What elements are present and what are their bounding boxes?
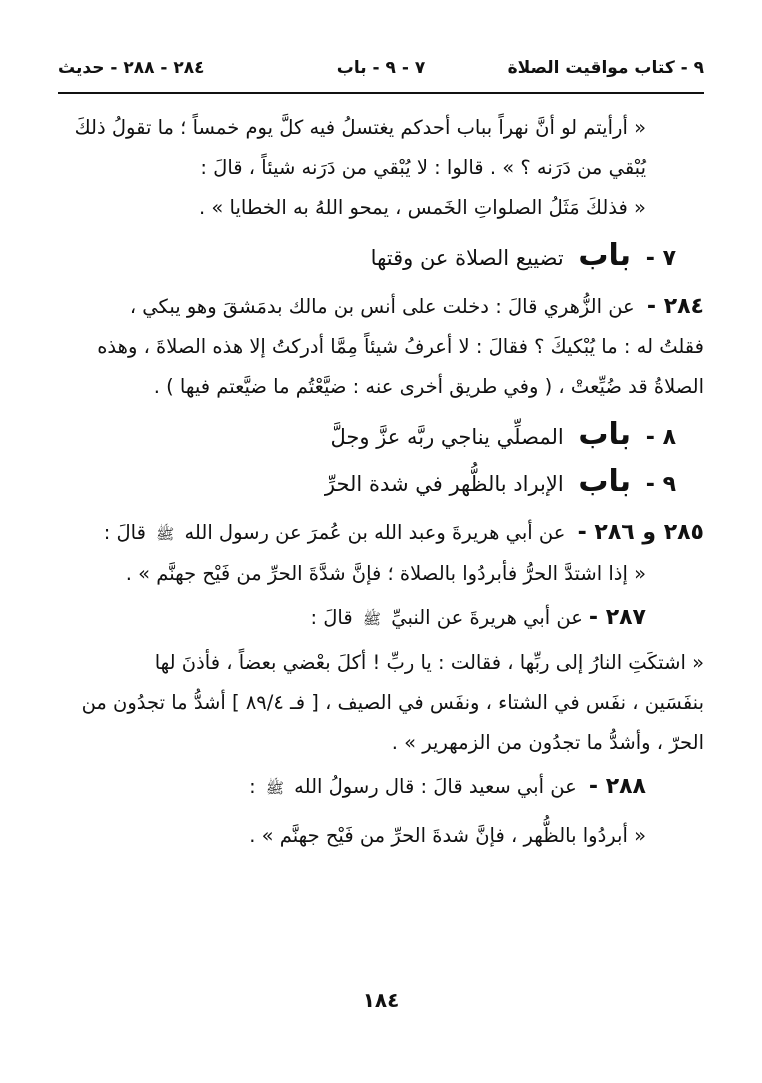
hadith-number: ٢٨٧ -	[588, 605, 646, 630]
header-chapter-range: ٧ - ٩ - باب	[336, 58, 426, 78]
text-line	[58, 598, 646, 639]
text-line: « اشتكَتِ النارُ إلى ربِّها ، فقالت : يا ربِّ ! أكلَ بعْضي بعضاً ، فأذنَ لها	[154, 651, 704, 674]
header-hadith-range: ٢٨٤ - ٢٨٨ - حديث	[58, 58, 205, 78]
salutation-glyph: ﷺ	[265, 779, 284, 797]
running-header	[58, 52, 704, 86]
header-divider	[58, 92, 704, 94]
hadith-text: عن الزُّهري قالَ : دخلت على أنس بن مالك بدمَشقَ وهو يبكي ،	[129, 295, 635, 318]
paragraph-continued	[58, 108, 704, 188]
text-line	[58, 287, 704, 327]
chapter-heading-9	[58, 462, 704, 505]
text-line: بنفَسَين ، نفَس في الشتاء ، ونفَس في الصيف ، [ فـ ٨٩/٤ ] أشدُّ ما تجدُون من	[81, 691, 704, 714]
chapter-label: باب	[578, 238, 632, 273]
text-line: « إذا اشتدَّ الحرُّ فأبردُوا بالصلاة ؛ فإنَّ شدَّةَ الحرِّ من فَيْح جهنَّم » .	[125, 562, 646, 585]
text-line: « فذلكَ مَثَلُ الصلواتِ الخَمس ، يمحو اللهُ به الخطايا » .	[199, 196, 646, 219]
hadith-text: :	[249, 775, 256, 798]
chapter-title: تضييع الصلاة عن وقتها	[370, 246, 564, 270]
hadith-284	[58, 287, 704, 407]
paragraph-conclusion	[58, 188, 704, 228]
chapter-number: ٩ -	[645, 472, 676, 497]
chapter-title: المصلِّي يناجي ربَّه عزَّ وجلَّ	[330, 425, 564, 449]
hadith-number: ٢٨٨ -	[588, 774, 646, 799]
hadith-number: ٢٨٤ -	[646, 294, 704, 319]
chapter-number: ٧ -	[645, 246, 676, 271]
chapter-heading-8	[58, 415, 704, 458]
chapter-number: ٨ -	[645, 425, 676, 450]
text-line: الصلاةُ قد ضُيِّعتْ ، ( وفي طريق أخرى عنه : ضيَّعْتُم ما ضيَّعتم فيها ) .	[153, 375, 704, 398]
text-line: فقلتُ له : ما يُبْكيكَ ؟ فقالَ : لا أعرفُ شيئاً مِمَّا أدركتُ إلا هذه الصلاةَ ، وهذه	[97, 335, 704, 358]
hadith-text: عن أبي هريرةَ عن النبيِّ	[391, 606, 583, 629]
salutation-glyph: ﷺ	[156, 525, 175, 543]
text-line	[58, 767, 646, 808]
chapter-label: باب	[578, 417, 632, 452]
text-line	[58, 513, 704, 554]
page-number: ١٨٤	[362, 988, 400, 1012]
header-book-title: ٩ - كتاب مواقيت الصلاة	[507, 58, 704, 78]
text-line: يُبْقي من دَرَنه ؟ » . قالوا : لا يُبْقي من دَرَنه شيئاً ، قالَ :	[200, 156, 646, 179]
chapter-label: باب	[578, 464, 632, 499]
salutation-glyph: ﷺ	[362, 610, 382, 628]
hadith-number: ٢٨٥ و ٢٨٦ -	[577, 520, 704, 545]
text-line: « أرأيتم لو أنَّ نهراً بباب أحدكم يغتسلُ فيه كلَّ يوم خمساً ؛ ما تقولُ ذلكَ	[74, 116, 646, 139]
hadith-text: قالَ :	[310, 606, 353, 629]
hadith-text: قالَ :	[103, 521, 146, 544]
hadith-text: عن أبي سعيد قالَ : قال رسولُ الله	[294, 775, 577, 798]
hadith-287	[58, 598, 704, 639]
page-body	[58, 108, 704, 856]
hadith-text: عن أبي هريرةَ وعبد الله بن عُمرَ عن رسول الله	[184, 521, 566, 544]
hadith-285-286	[58, 513, 704, 594]
text-line: « أبردُوا بالظُّهر ، فإنَّ شدةَ الحرِّ من فَيْح جهنَّم » .	[249, 824, 646, 847]
chapter-heading-7	[58, 236, 704, 279]
chapter-title: الإبراد بالظُّهر في شدة الحرِّ	[324, 472, 564, 496]
hadith-288	[58, 767, 704, 856]
text-line: الحرّ ، وأشدُّ ما تجدُون من الزمهرير » .	[391, 731, 704, 754]
hadith-287-text	[58, 643, 704, 763]
